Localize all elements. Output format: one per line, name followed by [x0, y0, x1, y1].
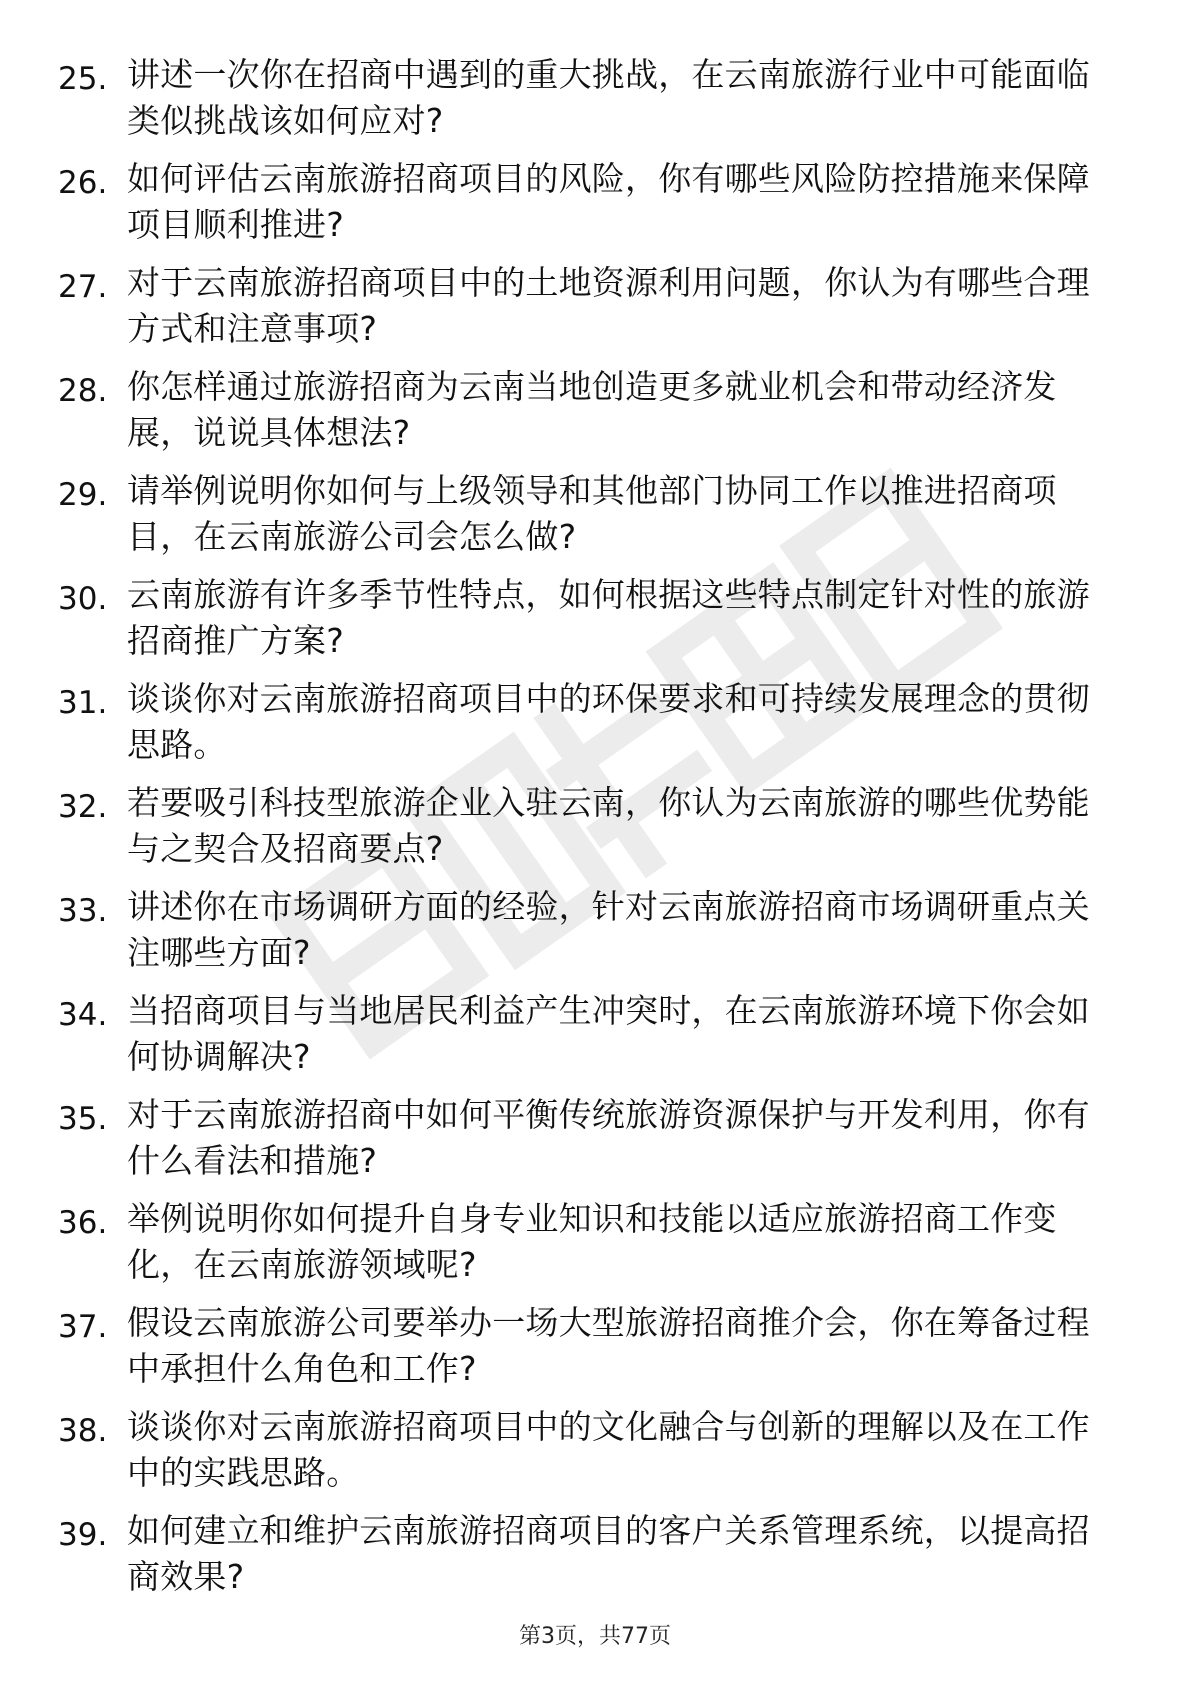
question-item — [0, 52, 1190, 156]
question-item — [0, 780, 1190, 884]
question-text: 对于云南旅游招商项目中的土地资源利用问题，你认为有哪些合理方式和注意事项? — [127, 263, 1090, 348]
question-number: 38. — [58, 1413, 108, 1449]
question-number: 25. — [58, 61, 108, 97]
question-number: 27. — [58, 269, 108, 305]
question-item — [0, 156, 1190, 260]
question-text: 云南旅游有许多季节性特点，如何根据这些特点制定针对性的旅游招商推广方案? — [127, 575, 1090, 660]
question-text: 如何建立和维护云南旅游招商项目的客户关系管理系统，以提高招商效果? — [127, 1511, 1090, 1596]
question-text: 请举例说明你如何与上级领导和其他部门协同工作以推进招商项目，在云南旅游公司会怎么做? — [127, 471, 1057, 556]
question-number: 39. — [58, 1517, 108, 1553]
question-text: 假设云南旅游公司要举办一场大型旅游招商推介会，你在筹备过程中承担什么角色和工作? — [127, 1303, 1090, 1388]
question-number: 36. — [58, 1205, 108, 1241]
page-number-footer: 第3页，共77页 — [519, 1624, 671, 1649]
question-item — [0, 1300, 1190, 1404]
question-text: 如何评估云南旅游招商项目的风险，你有哪些风险防控措施来保障项目顺利推进? — [127, 159, 1090, 244]
question-text: 对于云南旅游招商中如何平衡传统旅游资源保护与开发利用，你有什么看法和措施? — [127, 1095, 1090, 1180]
question-text: 举例说明你如何提升自身专业知识和技能以适应旅游招商工作变化，在云南旅游领域呢? — [127, 1199, 1057, 1284]
question-list — [0, 52, 1190, 1612]
question-text: 你怎样通过旅游招商为云南当地创造更多就业机会和带动经济发展，说说具体想法? — [127, 367, 1057, 452]
question-item — [0, 364, 1190, 468]
question-number: 32. — [58, 789, 108, 825]
question-text: 讲述一次你在招商中遇到的重大挑战，在云南旅游行业中可能面临类似挑战该如何应对? — [127, 55, 1090, 140]
question-item — [0, 1196, 1190, 1300]
question-item — [0, 884, 1190, 988]
question-item — [0, 260, 1190, 364]
question-text: 讲述你在市场调研方面的经验，针对云南旅游招商市场调研重点关注哪些方面? — [127, 887, 1090, 972]
question-text: 当招商项目与当地居民利益产生冲突时，在云南旅游环境下你会如何协调解决? — [127, 991, 1090, 1076]
question-number: 30. — [58, 581, 108, 617]
question-item — [0, 988, 1190, 1092]
question-item — [0, 676, 1190, 780]
question-text: 若要吸引科技型旅游企业入驻云南，你认为云南旅游的哪些优势能与之契合及招商要点? — [127, 783, 1090, 868]
question-text: 谈谈你对云南旅游招商项目中的环保要求和可持续发展理念的贯彻思路。 — [127, 679, 1090, 764]
question-number: 29. — [58, 477, 108, 513]
question-item — [0, 1092, 1190, 1196]
question-item — [0, 468, 1190, 572]
question-number: 37. — [58, 1309, 108, 1345]
question-number: 35. — [58, 1101, 108, 1137]
question-item — [0, 572, 1190, 676]
question-item — [0, 1404, 1190, 1508]
question-number: 34. — [58, 997, 108, 1033]
question-number: 33. — [58, 893, 108, 929]
question-item — [0, 1508, 1190, 1612]
question-number: 28. — [58, 373, 108, 409]
question-text: 谈谈你对云南旅游招商项目中的文化融合与创新的理解以及在工作中的实践思路。 — [127, 1407, 1090, 1492]
question-number: 31. — [58, 685, 108, 721]
question-number: 26. — [58, 165, 108, 201]
